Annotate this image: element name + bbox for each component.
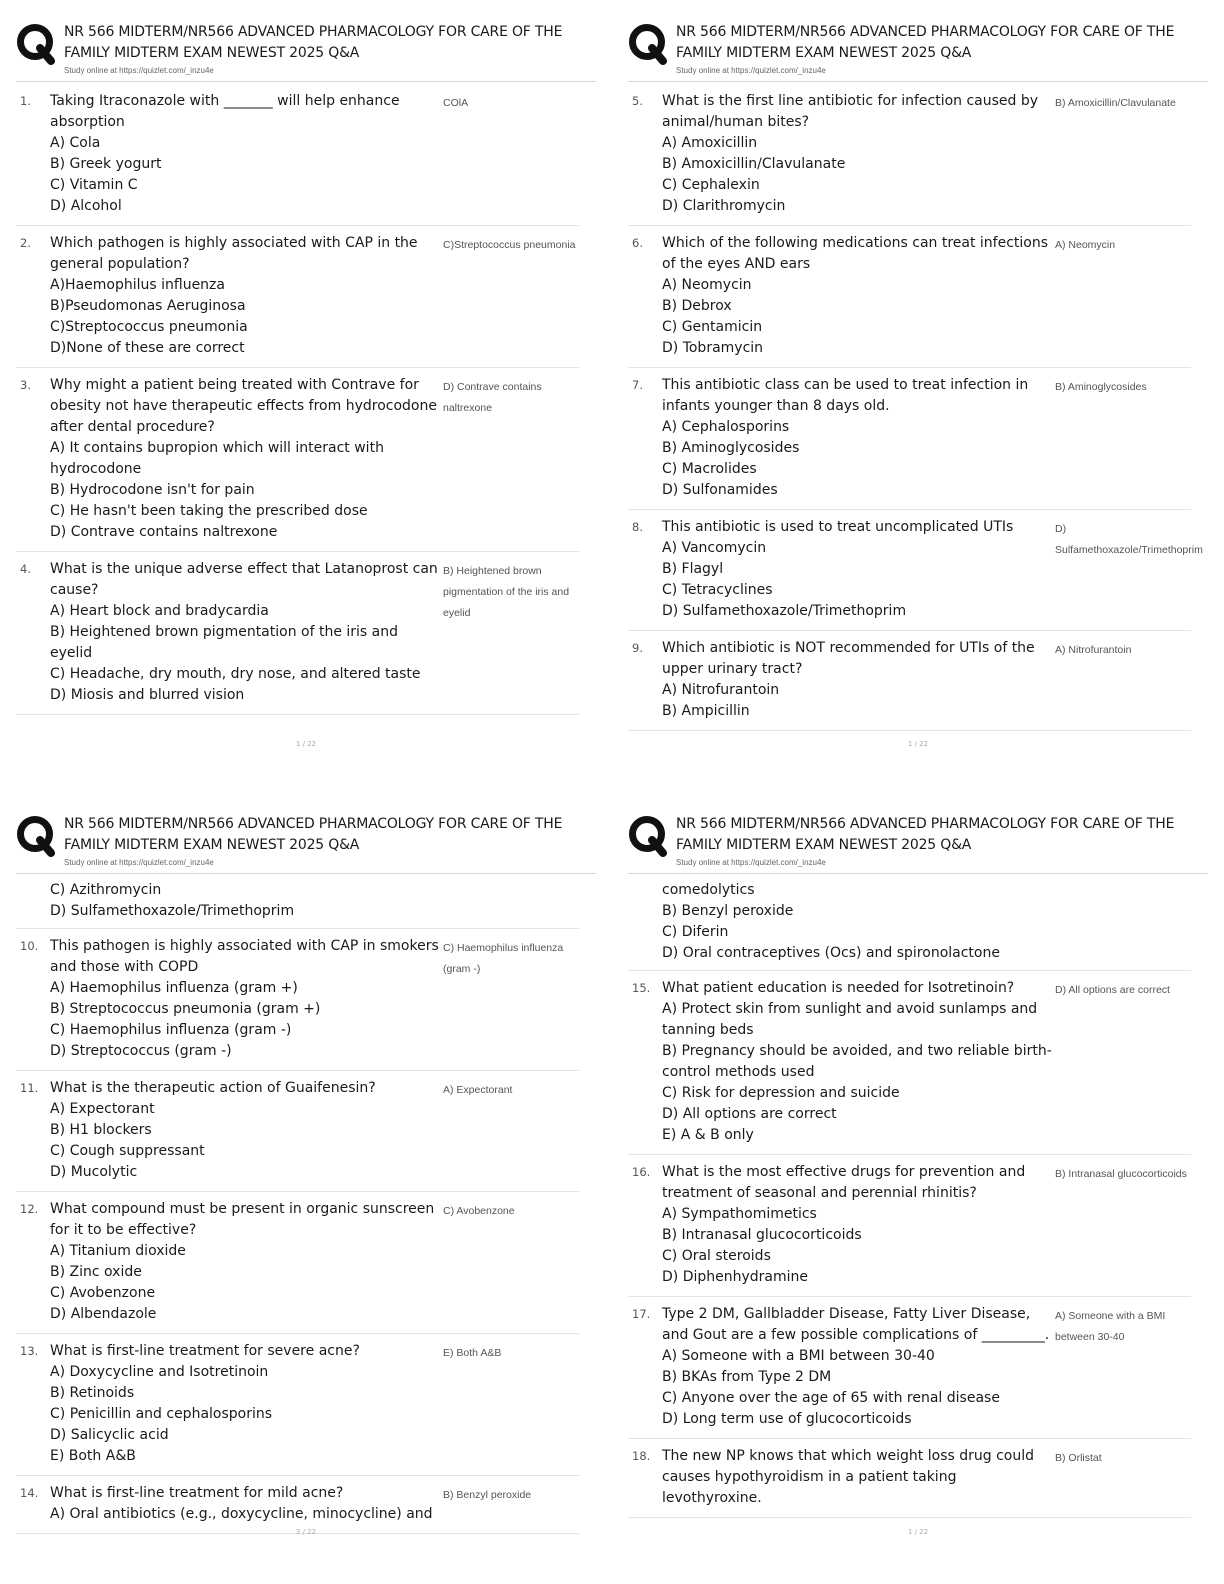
flashcard [16, 1192, 579, 1334]
question-body [50, 1199, 440, 1325]
option-line: D) Oral contraceptives (Ocs) and spironolactone [662, 945, 1000, 961]
question-number: 14. [20, 1486, 39, 1500]
answer-option: A) Vancomycin [662, 540, 767, 556]
study-online-link[interactable]: Study online at https://quizlet.com/_inzu4e [64, 66, 214, 75]
question-number: 2. [20, 236, 31, 250]
question-text: What is the therapeutic action of Guaifenesin? [50, 1080, 376, 1096]
answer-option: D) Streptococcus (gram -) [50, 1043, 232, 1059]
answer-option: B) Amoxicillin/Clavulanate [662, 156, 846, 172]
question-number: 8. [632, 520, 643, 534]
correct-answer: B) Heightened brown pigmentation of the iris and eyelid [443, 565, 570, 619]
answer-option: A) Neomycin [662, 277, 752, 293]
question-list [16, 84, 579, 715]
question-text: What compound must be present in organic sunscreen for it to be effective? [50, 1201, 435, 1238]
answer-option: C) He hasn't been taking the prescribed dose [50, 503, 368, 519]
answer-option: D)None of these are correct [50, 340, 245, 356]
answer-option: A) Protect skin from sunlight and avoid sunlamps and tanning beds [662, 1001, 1038, 1038]
page-header [16, 20, 596, 82]
answer-option: D) Tobramycin [662, 340, 764, 356]
question-body [50, 91, 440, 217]
document-title: NR 566 MIDTERM/NR566 ADVANCED PHARMACOLOGY FOR CARE OF THE FAMILY MIDTERM EXAM NEWEST 2025 Q&A [64, 816, 563, 853]
flashcard [628, 631, 1191, 731]
question-text: The new NP knows that which weight loss drug could causes hypothyroidism in a patient taking levothyroxine. [662, 1448, 1035, 1506]
answer-option: B) Retinoids [50, 1385, 135, 1401]
answer-option: B) Pregnancy should be avoided, and two reliable birth-control methods used [662, 1043, 1052, 1080]
answer-option: B) Aminoglycosides [662, 440, 800, 456]
question-text: Which antibiotic is NOT recommended for UTIs of the upper urinary tract? [662, 640, 1035, 677]
flashcard [628, 510, 1203, 631]
question-text: What is first-line treatment for severe acne? [50, 1343, 360, 1359]
question-body [50, 233, 440, 359]
question-text: Taking Itraconazole with _______ will help enhance absorption [50, 93, 400, 130]
correct-answer: A) Neomycin [1055, 239, 1116, 251]
question-text: What is the unique adverse effect that Latanoprost can cause? [50, 561, 438, 598]
answer-option: C) Risk for depression and suicide [662, 1085, 900, 1101]
page-number: 1 / 22 [295, 740, 317, 748]
page-header [628, 20, 1208, 82]
question-body [50, 1483, 440, 1525]
correct-answer: B) Orlistat [1055, 1452, 1102, 1464]
page-4 [612, 792, 1224, 1584]
question-body [662, 517, 1052, 622]
answer-option: D) Mucolytic [50, 1164, 138, 1180]
page-number: 1 / 22 [907, 1528, 929, 1536]
question-body [662, 1304, 1052, 1430]
flashcard [16, 226, 579, 368]
correct-answer: C) Avobenzone [443, 1205, 515, 1217]
answer-option: C) Haemophilus influenza (gram -) [50, 1022, 292, 1038]
answer-option: D) Sulfamethoxazole/Trimethoprim [662, 603, 907, 619]
question-number: 13. [20, 1344, 39, 1358]
question-text: This antibiotic is used to treat uncomplicated UTIs [662, 519, 1014, 535]
answer-option: A) Oral antibiotics (e.g., doxycycline, minocycline) and [50, 1506, 433, 1522]
flashcard [16, 84, 579, 226]
answer-option: D) Miosis and blurred vision [50, 687, 245, 703]
question-text: This pathogen is highly associated with CAP in smokers and those with COPD [50, 938, 439, 975]
answer-option: C) Vitamin C [50, 177, 138, 193]
answer-option: A) Heart block and bradycardia [50, 603, 269, 619]
question-body [662, 1162, 1052, 1288]
answer-option: C) Avobenzone [50, 1285, 156, 1301]
flashcard [628, 1439, 1191, 1518]
answer-option: E) A & B only [662, 1127, 754, 1143]
answer-option: B) Intranasal glucocorticoids [662, 1227, 862, 1243]
answer-option: A) Someone with a BMI between 30-40 [662, 1348, 935, 1364]
answer-option: D) Diphenhydramine [662, 1269, 809, 1285]
flashcard [628, 1297, 1191, 1439]
option-line: comedolytics [662, 882, 755, 898]
answer-option: D) Contrave contains naltrexone [50, 524, 278, 540]
question-number: 6. [632, 236, 643, 250]
question-text: What is the most effective drugs for prevention and treatment of seasonal and perennial rhinitis? [662, 1164, 1026, 1201]
page-number: 1 / 22 [907, 740, 929, 748]
page-3 [0, 792, 612, 1584]
answer-option: C) Cephalexin [662, 177, 760, 193]
page-number: 3 / 22 [295, 1528, 317, 1536]
question-body [50, 375, 440, 543]
option-line: B) Benzyl peroxide [662, 903, 794, 919]
correct-answer: A) Someone with a BMI between 30-40 [1055, 1310, 1166, 1343]
question-number: 17. [632, 1307, 651, 1321]
answer-option: B) Streptococcus pneumonia (gram +) [50, 1001, 321, 1017]
document-title: NR 566 MIDTERM/NR566 ADVANCED PHARMACOLOGY FOR CARE OF THE FAMILY MIDTERM EXAM NEWEST 2025 Q&A [676, 24, 1175, 61]
question-list [628, 876, 1191, 1518]
question-text: What patient education is needed for Isotretinoin? [662, 980, 1015, 996]
question-number: 5. [632, 94, 643, 108]
answer-option: D) Alcohol [50, 198, 122, 214]
continued-options [16, 876, 579, 929]
question-body [50, 1341, 440, 1467]
question-number: 18. [632, 1449, 651, 1463]
answer-option: A) Amoxicillin [662, 135, 758, 151]
question-text: Which of the following medications can treat infections of the eyes AND ears [662, 235, 1049, 272]
flashcard [628, 1155, 1191, 1297]
flashcard [16, 368, 579, 552]
answer-option: D) Long term use of glucocorticoids [662, 1411, 912, 1427]
answer-option: C) Anyone over the age of 65 with renal disease [662, 1390, 1000, 1406]
flashcard [628, 84, 1191, 226]
flashcard [628, 971, 1191, 1155]
correct-answer: D) All options are correct [1055, 984, 1170, 996]
flashcard [16, 552, 579, 715]
study-online-link[interactable]: Study online at https://quizlet.com/_inzu4e [676, 858, 826, 867]
answer-option: C)Streptococcus pneumonia [50, 319, 248, 335]
correct-answer: COlA [443, 97, 469, 109]
quizlet-logo-icon [16, 23, 58, 65]
question-body [50, 936, 440, 1062]
answer-option: B) Hydrocodone isn't for pain [50, 482, 255, 498]
correct-answer: E) Both A&B [443, 1347, 502, 1359]
answer-option: A) Cephalosporins [662, 419, 790, 435]
flashcard [16, 1476, 579, 1534]
answer-option: B)Pseudomonas Aeruginosa [50, 298, 246, 314]
question-list [628, 84, 1203, 731]
correct-answer: B) Benzyl peroxide [443, 1489, 532, 1501]
answer-option: C) Headache, dry mouth, dry nose, and altered taste [50, 666, 421, 682]
flashcard [628, 226, 1191, 368]
answer-option: A) Cola [50, 135, 101, 151]
flashcard [16, 1334, 579, 1476]
answer-option: A) It contains bupropion which will interact with hydrocodone [50, 440, 384, 477]
correct-answer: A) Nitrofurantoin [1055, 644, 1132, 656]
document-title: NR 566 MIDTERM/NR566 ADVANCED PHARMACOLOGY FOR CARE OF THE FAMILY MIDTERM EXAM NEWEST 2025 Q&A [676, 816, 1175, 853]
option-line: C) Diferin [662, 924, 729, 940]
study-online-link[interactable]: Study online at https://quizlet.com/_inzu4e [64, 858, 214, 867]
correct-answer: B) Aminoglycosides [1055, 381, 1147, 393]
continued-options [628, 876, 1191, 971]
quizlet-logo-icon [16, 815, 58, 857]
question-text: This antibiotic class can be used to treat infection in infants younger than 8 days old. [662, 377, 1029, 414]
question-text: Type 2 DM, Gallbladder Disease, Fatty Liver Disease, and Gout are a few possible complications of _________. [662, 1306, 1050, 1343]
answer-option: B) Greek yogurt [50, 156, 162, 172]
answer-option: C) Penicillin and cephalosporins [50, 1406, 273, 1422]
answer-option: B) Debrox [662, 298, 732, 314]
question-number: 11. [20, 1081, 39, 1095]
flashcard [16, 1071, 579, 1192]
question-number: 7. [632, 378, 643, 392]
question-body [50, 1078, 440, 1183]
page-header [16, 812, 596, 874]
answer-option: B) Flagyl [662, 561, 724, 577]
study-online-link[interactable]: Study online at https://quizlet.com/_inzu4e [676, 66, 826, 75]
correct-answer: C) Haemophilus influenza (gram -) [443, 942, 564, 975]
question-text: What is the first line antibiotic for infection caused by animal/human bites? [662, 93, 1039, 130]
question-body [662, 1446, 1052, 1509]
page-2 [612, 0, 1224, 792]
answer-option: B) Ampicillin [662, 703, 750, 719]
page-1 [0, 0, 612, 792]
answer-option: B) BKAs from Type 2 DM [662, 1369, 832, 1385]
question-number: 10. [20, 939, 39, 953]
answer-option: A)Haemophilus influenza [50, 277, 225, 293]
question-number: 12. [20, 1202, 39, 1216]
answer-option: D) All options are correct [662, 1106, 837, 1122]
correct-answer: A) Expectorant [443, 1084, 513, 1096]
option-line: C) Azithromycin [50, 882, 162, 898]
answer-option: C) Gentamicin [662, 319, 763, 335]
document-title: NR 566 MIDTERM/NR566 ADVANCED PHARMACOLOGY FOR CARE OF THE FAMILY MIDTERM EXAM NEWEST 2025 Q&A [64, 24, 563, 61]
page-header [628, 812, 1208, 874]
correct-answer: C)Streptococcus pneumonia [443, 239, 576, 251]
answer-option: E) Both A&B [50, 1448, 136, 1464]
answer-option: A) Sympathomimetics [662, 1206, 817, 1222]
answer-option: A) Expectorant [50, 1101, 155, 1117]
quizlet-logo-icon [628, 815, 670, 857]
question-text: What is first-line treatment for mild acne? [50, 1485, 344, 1501]
flashcard [628, 368, 1191, 510]
question-number: 4. [20, 562, 31, 576]
question-number: 9. [632, 641, 643, 655]
answer-option: C) Cough suppressant [50, 1143, 205, 1159]
quizlet-logo-icon [628, 23, 670, 65]
question-body [662, 375, 1052, 501]
answer-option: D) Salicyclic acid [50, 1427, 169, 1443]
question-text: Which pathogen is highly associated with CAP in the general population? [50, 235, 418, 272]
correct-answer: B) Intranasal glucocorticoids [1055, 1168, 1187, 1180]
answer-option: D) Albendazole [50, 1306, 157, 1322]
answer-option: B) Heightened brown pigmentation of the iris and eyelid [50, 624, 399, 661]
correct-answer: B) Amoxicillin/Clavulanate [1055, 97, 1176, 109]
answer-option: A) Titanium dioxide [50, 1243, 186, 1259]
correct-answer: D) Contrave contains naltrexone [443, 381, 542, 414]
question-list [16, 876, 579, 1534]
answer-option: A) Haemophilus influenza (gram +) [50, 980, 298, 996]
question-number: 15. [632, 981, 651, 995]
question-number: 3. [20, 378, 31, 392]
flashcard [16, 929, 579, 1071]
answer-option: C) Tetracyclines [662, 582, 773, 598]
answer-option: B) Zinc oxide [50, 1264, 142, 1280]
question-body [50, 559, 440, 706]
option-line: D) Sulfamethoxazole/Trimethoprim [50, 903, 295, 919]
answer-option: C) Macrolides [662, 461, 757, 477]
question-body [662, 233, 1052, 359]
question-text: Why might a patient being treated with Contrave for obesity not have therapeutic effects from hydrocodone after dental procedure? [50, 377, 437, 435]
question-number: 1. [20, 94, 31, 108]
question-number: 16. [632, 1165, 651, 1179]
answer-option: C) Oral steroids [662, 1248, 771, 1264]
question-body [662, 91, 1052, 217]
answer-option: B) H1 blockers [50, 1122, 152, 1138]
question-body [662, 638, 1052, 722]
correct-answer: D) Sulfamethoxazole/Trimethoprim [1055, 523, 1203, 556]
answer-option: A) Nitrofurantoin [662, 682, 780, 698]
question-body [662, 978, 1052, 1146]
answer-option: D) Sulfonamides [662, 482, 778, 498]
answer-option: D) Clarithromycin [662, 198, 786, 214]
answer-option: A) Doxycycline and Isotretinoin [50, 1364, 269, 1380]
